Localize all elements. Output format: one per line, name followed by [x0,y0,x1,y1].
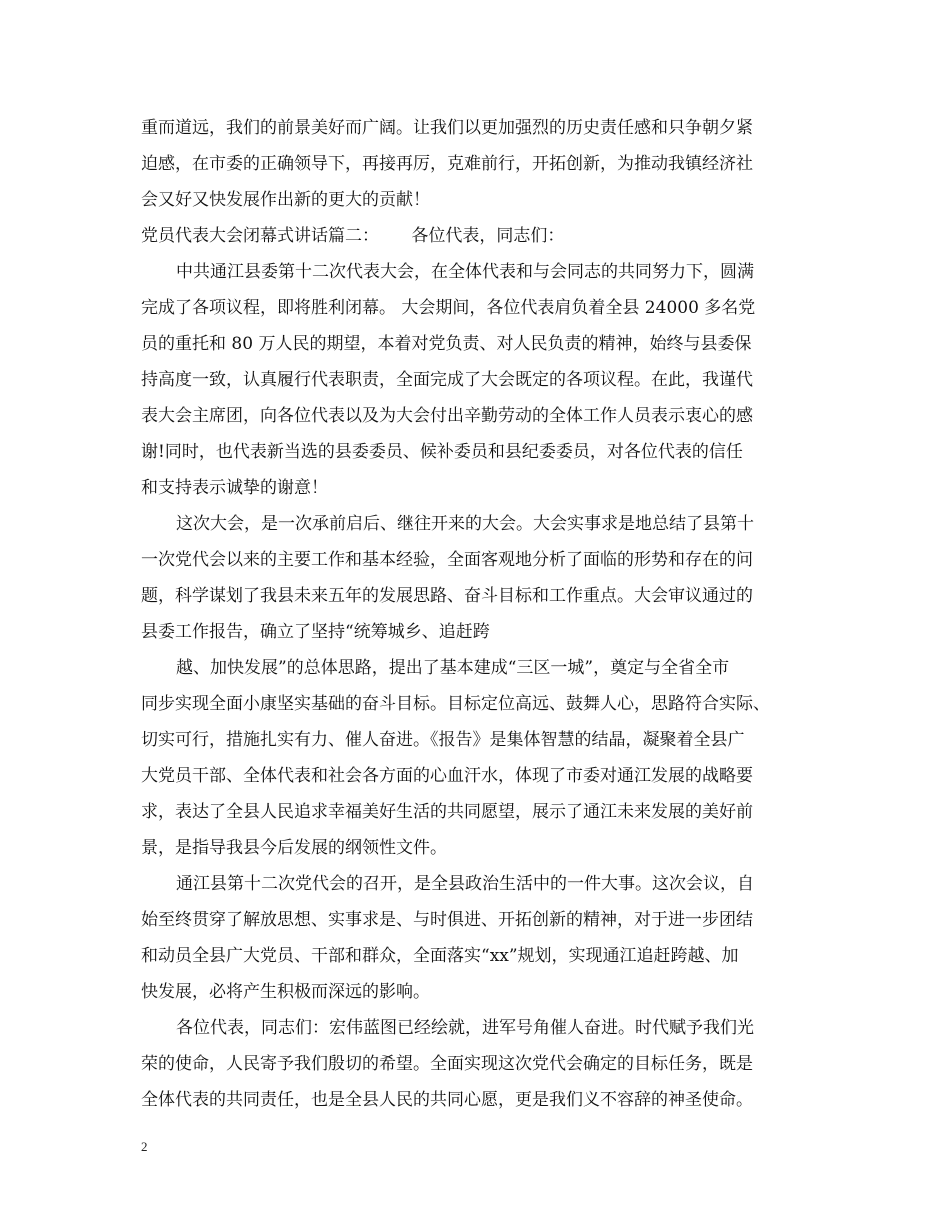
text-line: 谢!同时，也代表新当选的县委委员、候补委员和县纪委委员，对各位代表的信任 [141,442,743,462]
text-line: 会又好又快发展作出新的更大的贡献！ [141,190,430,210]
text-line: 景，是指导我县今后发展的纲领性文件。 [141,838,447,858]
text-line: 迫感，在市委的正确领导下，再接再厉，克难前行，开拓创新，为推动我镇经济社 [141,154,753,174]
text-line: 中共通江县委第十二次代表大会，在全体代表和与会同志的共同努力下，圆满 [176,262,754,282]
text-line: 员的重托和 80 万人民的期望，本着对党负责、对人民负责的精神，始终与县委保 [141,334,752,354]
text-line: 持高度一致，认真履行代表职责，全面完成了大会既定的各项议程。在此，我谨代 [141,370,753,390]
text-line: 通江县第十二次党代会的召开，是全县政治生活中的一件大事。这次会议，自 [176,874,754,894]
text-line: 表大会主席团，向各位代表以及为大会付出辛勤劳动的全体工作人员表示衷心的感 [141,406,753,426]
text-line: 快发展，必将产生积极而深远的影响。 [141,982,430,1002]
text-line: 全体代表的共同责任，也是全县人民的共同心愿，更是我们义不容辞的神圣使命。 [141,1090,753,1110]
text-line: 这次大会，是一次承前启后、继往开来的大会。大会实事求是地总结了县第十 [176,514,754,534]
text-line: 和动员全县广大党员、干部和群众，全面落实“xx”规划，实现通江追赶跨越、加 [141,946,739,966]
text-line: 荣的使命，人民寄予我们殷切的希望。全面实现这次党代会确定的目标任务，既是 [141,1054,753,1074]
text-line: 同步实现全面小康坚实基础的奋斗目标。目标定位高远、鼓舞人心，思路符合实际、 [141,694,770,714]
text-line: 完成了各项议程，即将胜利闭幕。 大会期间，各位代表肩负着全县 24000 多名党 [141,298,756,318]
page-number: 2 [141,1139,148,1154]
text-line: 重而道远，我们的前景美好而广阔。让我们以更加强烈的历史责任感和只争朝夕紧 [141,118,753,138]
text-line: 始至终贯穿了解放思想、实事求是、与时俱进、开拓创新的精神，对于进一步团结 [141,910,753,930]
section-heading-line: 党员代表大会闭幕式讲话篇二： 各位代表，同志们： [141,226,565,246]
text-line: 题，科学谋划了我县未来五年的发展思路、奋斗目标和工作重点。大会审议通过的 [141,586,753,606]
text-line: 和支持表示诚挚的谢意！ [141,478,328,498]
text-line: 切实可行，措施扎实有力、催人奋进。《报告》是集体智慧的结晶，凝聚着全县广 [141,730,745,750]
text-line: 越、加快发展”的总体思路，提出了基本建成“三区一城”，奠定与全省全市 [176,658,730,678]
text-line: 各位代表，同志们：宏伟蓝图已经绘就，进军号角催人奋进。时代赋予我们光 [176,1018,754,1038]
text-line: 县委工作报告，确立了坚持“统筹城乡、追赶跨 [141,622,490,642]
text-line: 一次党代会以来的主要工作和基本经验，全面客观地分析了面临的形势和存在的问 [141,550,753,570]
text-line: 求，表达了全县人民追求幸福美好生活的共同愿望，展示了通江未来发展的美好前 [141,802,753,822]
text-line: 大党员干部、全体代表和社会各方面的心血汗水，体现了市委对通江发展的战略要 [141,766,753,786]
